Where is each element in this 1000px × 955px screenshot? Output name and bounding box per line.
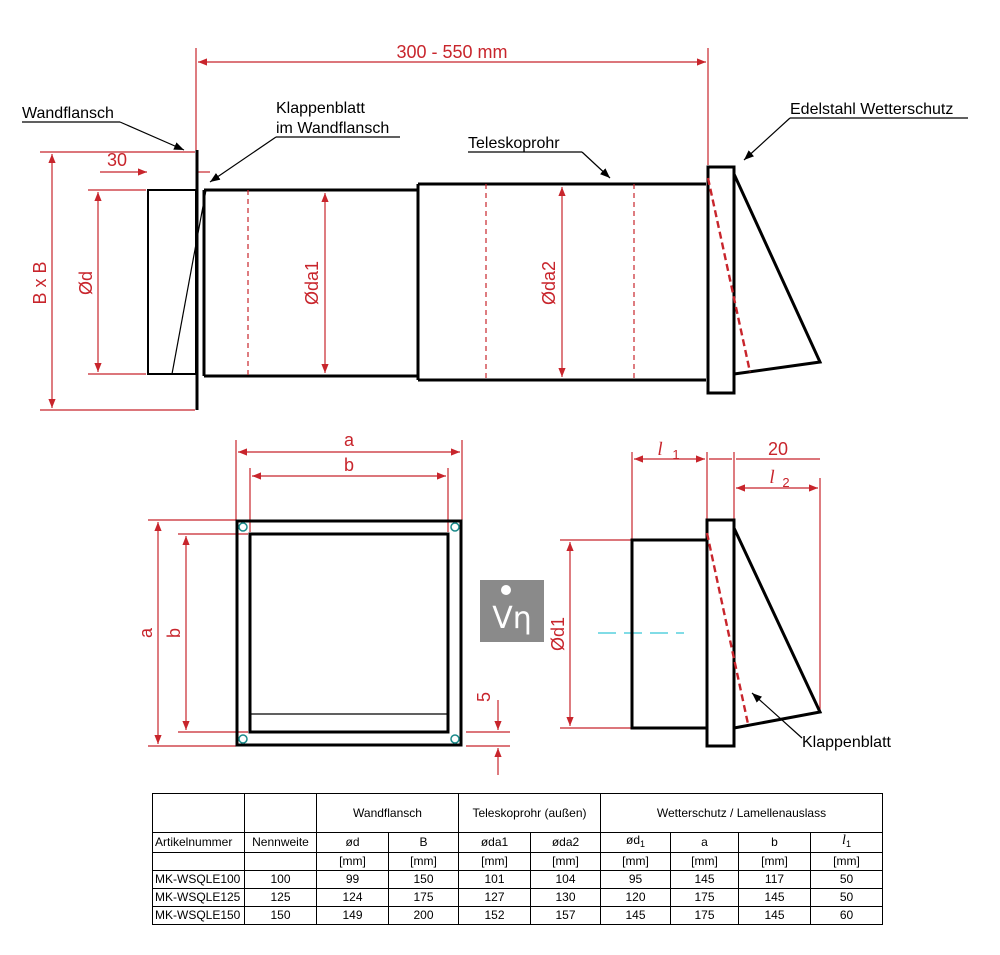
table-row [153, 907, 883, 925]
group-teleskoprohr: Teleskoprohr (außen) [459, 794, 601, 833]
table-cell: 157 [531, 907, 601, 925]
wandflansch-leader [120, 122, 184, 150]
table-group-header-row [153, 794, 883, 833]
unit-cell: [mm] [389, 853, 459, 871]
teleskoprohr-leader [582, 152, 610, 178]
header-od: ød [317, 833, 389, 853]
table-cell: MK-WSQLE150 [153, 907, 245, 925]
l1-subscript: 1 [672, 447, 680, 462]
table-cell: 175 [671, 907, 739, 925]
header-artikelnummer: Artikelnummer [153, 833, 245, 853]
side-view-assembly [22, 42, 968, 410]
hood-body [734, 528, 820, 728]
table-cell: 50 [811, 871, 883, 889]
a-side-label: a [136, 627, 156, 639]
specification-table [152, 793, 883, 925]
weather-hood-side-view [548, 439, 892, 751]
five-label: 5 [474, 691, 494, 703]
table-cell: 152 [459, 907, 531, 925]
table-cell: 150 [389, 871, 459, 889]
table-cell: 125 [245, 889, 317, 907]
wandflansch-label: Wandflansch [22, 105, 114, 122]
klappenblatt-label: Klappenblatt [802, 734, 891, 751]
unit-cell: [mm] [601, 853, 671, 871]
table-cell: 149 [317, 907, 389, 925]
table-cell: 145 [739, 907, 811, 925]
table-cell: 200 [389, 907, 459, 925]
table-cell: 100 [245, 871, 317, 889]
table-column-header-row [153, 833, 883, 853]
group-wandflansch: Wandflansch [317, 794, 459, 833]
table-cell: 175 [671, 889, 739, 907]
header-od1: $ød_1$ [601, 833, 671, 853]
klappenblatt-flange-label-1: Klappenblatt [276, 100, 365, 117]
table-cell: 145 [671, 871, 739, 889]
table-cell: 60 [811, 907, 883, 925]
unit-cell: [mm] [459, 853, 531, 871]
l2-letter: l [769, 467, 775, 488]
blank-cell [153, 794, 245, 833]
svg-text:Vη: Vη [492, 601, 532, 636]
flange-depth-label: 30 [106, 150, 128, 170]
table-cell: 101 [459, 871, 531, 889]
blank-cell [245, 794, 317, 833]
header-nennweite: Nennweite [245, 833, 317, 853]
flange-damper-blade [172, 190, 206, 374]
l1-letter: l [657, 439, 663, 460]
brand-logo [480, 580, 544, 642]
table-cell: 130 [531, 889, 601, 907]
bxb-label: B x B [30, 261, 50, 305]
header-b-upper: B [389, 833, 459, 853]
od1-label: Ød1 [548, 616, 568, 652]
weather-hood-body [734, 174, 820, 374]
teleskoprohr-label: Teleskoprohr [468, 135, 560, 152]
unit-blank [245, 853, 317, 871]
unit-blank [153, 853, 245, 871]
unit-cell: [mm] [531, 853, 601, 871]
table-cell: MK-WSQLE125 [153, 889, 245, 907]
table-cell: 145 [739, 889, 811, 907]
table-unit-row [153, 853, 883, 871]
hood-damper-blade [707, 533, 748, 724]
od-label: Ød [76, 270, 96, 296]
table-row [153, 889, 883, 907]
hood-spigot [632, 540, 707, 728]
wetterschutz-label: Edelstahl Wetterschutz [790, 101, 954, 118]
header-b-lower: b [739, 833, 811, 853]
hood-flange [707, 520, 734, 746]
header-oda2: øda2 [531, 833, 601, 853]
wetterschutz-leader [744, 118, 790, 160]
b-top-label: b [343, 455, 355, 475]
table-cell: 145 [601, 907, 671, 925]
table-cell: 95 [601, 871, 671, 889]
table-cell: 120 [601, 889, 671, 907]
table-cell: 127 [459, 889, 531, 907]
unit-cell: [mm] [317, 853, 389, 871]
unit-cell: [mm] [811, 853, 883, 871]
table-cell: 104 [531, 871, 601, 889]
corner-screws [239, 523, 459, 743]
table-cell: 99 [317, 871, 389, 889]
flange-outer-frame [237, 521, 461, 745]
header-oda1: øda1 [459, 833, 531, 853]
header-l1: $l_1$ [811, 833, 883, 853]
group-wetterschutz: Wetterschutz / Lamellenauslass [601, 794, 883, 833]
header-a: a [671, 833, 739, 853]
oda2-label: Øda2 [539, 260, 559, 306]
table-cell: 175 [389, 889, 459, 907]
klappenblatt-flange-label-2: im Wandflansch [276, 120, 390, 137]
unit-cell: [mm] [739, 853, 811, 871]
a-top-label: a [343, 430, 355, 450]
table-row [153, 871, 883, 889]
front-view-flange [136, 430, 510, 775]
table-cell: 124 [317, 889, 389, 907]
table-cell: 150 [245, 907, 317, 925]
twenty-label: 20 [767, 439, 789, 459]
l2-subscript: 2 [782, 475, 790, 490]
flange-inner-opening [250, 534, 448, 732]
table-cell: 117 [739, 871, 811, 889]
oda1-label: Øda1 [302, 260, 322, 306]
total-length-label: 300 - 550 mm [396, 42, 508, 62]
unit-cell: [mm] [671, 853, 739, 871]
table-cell: 50 [811, 889, 883, 907]
b-side-label: b [164, 627, 184, 639]
table-cell: MK-WSQLE100 [153, 871, 245, 889]
weather-hood-damper [708, 178, 750, 372]
klappenblatt-flange-leader [210, 137, 276, 182]
